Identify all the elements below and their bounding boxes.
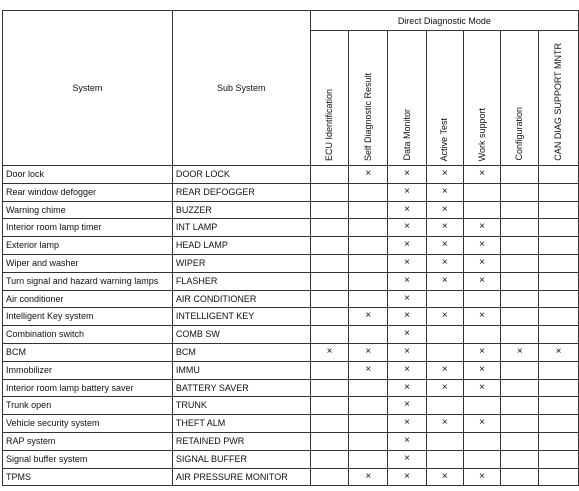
support-mark-cell: × bbox=[426, 183, 463, 201]
empty-mark-cell bbox=[501, 415, 539, 433]
sub-system-cell: HEAD LAMP bbox=[172, 237, 310, 255]
mode-column-header bbox=[501, 31, 539, 166]
support-mark-cell: × bbox=[463, 308, 501, 326]
empty-mark-cell bbox=[501, 201, 539, 219]
empty-mark-cell bbox=[539, 468, 579, 486]
support-mark-cell: × bbox=[426, 468, 463, 486]
support-mark-cell: × bbox=[388, 343, 427, 361]
support-mark-cell: × bbox=[388, 308, 427, 326]
sub-system-column-header: Sub System bbox=[172, 11, 310, 166]
empty-mark-cell bbox=[463, 432, 501, 450]
empty-mark-cell bbox=[539, 415, 579, 433]
table-row bbox=[3, 272, 579, 290]
empty-mark-cell bbox=[501, 326, 539, 344]
support-mark-cell: × bbox=[388, 450, 427, 468]
mode-column-label: Self Diagnostic Result bbox=[362, 72, 373, 161]
support-mark-cell: × bbox=[501, 343, 539, 361]
sub-system-cell: BATTERY SAVER bbox=[172, 379, 310, 397]
system-cell: Trunk open bbox=[3, 397, 173, 415]
table-row bbox=[3, 290, 579, 308]
empty-mark-cell bbox=[539, 308, 579, 326]
empty-mark-cell bbox=[539, 254, 579, 272]
empty-mark-cell bbox=[310, 361, 349, 379]
empty-mark-cell bbox=[349, 397, 388, 415]
support-mark-cell: × bbox=[463, 254, 501, 272]
empty-mark-cell bbox=[463, 450, 501, 468]
system-cell: Intelligent Key system bbox=[3, 308, 173, 326]
system-cell: TPMS bbox=[3, 468, 173, 486]
empty-mark-cell bbox=[539, 379, 579, 397]
sub-system-cell: REAR DEFOGGER bbox=[172, 183, 310, 201]
empty-mark-cell bbox=[426, 343, 463, 361]
empty-mark-cell bbox=[501, 361, 539, 379]
table-row bbox=[3, 201, 579, 219]
mode-column-header bbox=[463, 31, 501, 166]
table-row bbox=[3, 361, 579, 379]
empty-mark-cell bbox=[310, 326, 349, 344]
empty-mark-cell bbox=[349, 379, 388, 397]
mode-column-label: ECU Identification bbox=[324, 88, 335, 161]
empty-mark-cell bbox=[349, 290, 388, 308]
system-column-header: System bbox=[3, 11, 173, 166]
table-row bbox=[3, 308, 579, 326]
empty-mark-cell bbox=[463, 201, 501, 219]
mode-column-header bbox=[426, 31, 463, 166]
empty-mark-cell bbox=[349, 432, 388, 450]
table-row bbox=[3, 326, 579, 344]
empty-mark-cell bbox=[310, 254, 349, 272]
support-mark-cell: × bbox=[426, 379, 463, 397]
system-cell: Turn signal and hazard warning lamps bbox=[3, 272, 173, 290]
empty-mark-cell bbox=[501, 290, 539, 308]
empty-mark-cell bbox=[310, 166, 349, 184]
empty-mark-cell bbox=[501, 397, 539, 415]
empty-mark-cell bbox=[310, 237, 349, 255]
system-cell: Wiper and washer bbox=[3, 254, 173, 272]
system-cell: Immobilizer bbox=[3, 361, 173, 379]
empty-mark-cell bbox=[501, 237, 539, 255]
empty-mark-cell bbox=[539, 183, 579, 201]
table-row bbox=[3, 219, 579, 237]
empty-mark-cell bbox=[463, 183, 501, 201]
table-row bbox=[3, 183, 579, 201]
table-row bbox=[3, 450, 579, 468]
table-row bbox=[3, 166, 579, 184]
system-cell: Exterior lamp bbox=[3, 237, 173, 255]
support-mark-cell: × bbox=[388, 237, 427, 255]
mode-column-header bbox=[388, 31, 427, 166]
support-mark-cell: × bbox=[349, 343, 388, 361]
empty-mark-cell bbox=[539, 201, 579, 219]
support-mark-cell: × bbox=[388, 254, 427, 272]
empty-mark-cell bbox=[501, 272, 539, 290]
support-mark-cell: × bbox=[463, 468, 501, 486]
empty-mark-cell bbox=[349, 219, 388, 237]
support-mark-cell: × bbox=[426, 166, 463, 184]
system-cell: Signal buffer system bbox=[3, 450, 173, 468]
support-mark-cell: × bbox=[388, 326, 427, 344]
empty-mark-cell bbox=[310, 450, 349, 468]
empty-mark-cell bbox=[501, 166, 539, 184]
empty-mark-cell bbox=[310, 290, 349, 308]
sub-system-cell: TRUNK bbox=[172, 397, 310, 415]
support-mark-cell: × bbox=[349, 361, 388, 379]
system-cell: Combination switch bbox=[3, 326, 173, 344]
support-mark-cell: × bbox=[426, 254, 463, 272]
empty-mark-cell bbox=[426, 432, 463, 450]
sub-system-cell: INT LAMP bbox=[172, 219, 310, 237]
empty-mark-cell bbox=[349, 237, 388, 255]
empty-mark-cell bbox=[539, 290, 579, 308]
mode-column-header bbox=[310, 31, 349, 166]
table-row bbox=[3, 379, 579, 397]
system-cell: Air conditioner bbox=[3, 290, 173, 308]
support-mark-cell: × bbox=[388, 361, 427, 379]
empty-mark-cell bbox=[501, 183, 539, 201]
support-mark-cell: × bbox=[426, 219, 463, 237]
support-mark-cell: × bbox=[539, 343, 579, 361]
sub-system-cell: AIR CONDITIONER bbox=[172, 290, 310, 308]
support-mark-cell: × bbox=[463, 237, 501, 255]
sub-system-cell: COMB SW bbox=[172, 326, 310, 344]
support-mark-cell: × bbox=[388, 183, 427, 201]
empty-mark-cell bbox=[501, 308, 539, 326]
support-mark-cell: × bbox=[426, 415, 463, 433]
empty-mark-cell bbox=[349, 326, 388, 344]
support-mark-cell: × bbox=[388, 290, 427, 308]
support-mark-cell: × bbox=[426, 361, 463, 379]
sub-system-cell: INTELLIGENT KEY bbox=[172, 308, 310, 326]
support-mark-cell: × bbox=[463, 379, 501, 397]
empty-mark-cell bbox=[349, 201, 388, 219]
empty-mark-cell bbox=[310, 379, 349, 397]
support-mark-cell: × bbox=[426, 272, 463, 290]
table-row bbox=[3, 397, 579, 415]
system-cell: Door lock bbox=[3, 166, 173, 184]
table-row bbox=[3, 237, 579, 255]
mode-column-header bbox=[539, 31, 579, 166]
system-cell: Interior room lamp timer bbox=[3, 219, 173, 237]
sub-system-cell: FLASHER bbox=[172, 272, 310, 290]
diagnostic-mode-table bbox=[2, 10, 579, 486]
system-cell: BCM bbox=[3, 343, 173, 361]
table-body bbox=[3, 166, 579, 486]
empty-mark-cell bbox=[539, 166, 579, 184]
empty-mark-cell bbox=[310, 183, 349, 201]
sub-system-cell: DOOR LOCK bbox=[172, 166, 310, 184]
empty-mark-cell bbox=[539, 361, 579, 379]
support-mark-cell: × bbox=[463, 166, 501, 184]
empty-mark-cell bbox=[426, 450, 463, 468]
support-mark-cell: × bbox=[310, 343, 349, 361]
empty-mark-cell bbox=[310, 432, 349, 450]
empty-mark-cell bbox=[539, 272, 579, 290]
sub-system-cell: IMMU bbox=[172, 361, 310, 379]
sub-system-cell: BCM bbox=[172, 343, 310, 361]
support-mark-cell: × bbox=[388, 468, 427, 486]
table-row bbox=[3, 432, 579, 450]
empty-mark-cell bbox=[310, 397, 349, 415]
empty-mark-cell bbox=[310, 415, 349, 433]
empty-mark-cell bbox=[463, 397, 501, 415]
empty-mark-cell bbox=[539, 397, 579, 415]
support-mark-cell: × bbox=[426, 237, 463, 255]
empty-mark-cell bbox=[349, 254, 388, 272]
support-mark-cell: × bbox=[388, 272, 427, 290]
support-mark-cell: × bbox=[426, 308, 463, 326]
empty-mark-cell bbox=[349, 415, 388, 433]
empty-mark-cell bbox=[426, 397, 463, 415]
empty-mark-cell bbox=[426, 326, 463, 344]
empty-mark-cell bbox=[349, 450, 388, 468]
support-mark-cell: × bbox=[426, 201, 463, 219]
support-mark-cell: × bbox=[463, 219, 501, 237]
system-cell: RAP system bbox=[3, 432, 173, 450]
system-cell: Warning chime bbox=[3, 201, 173, 219]
empty-mark-cell bbox=[501, 254, 539, 272]
table-row bbox=[3, 415, 579, 433]
support-mark-cell: × bbox=[463, 343, 501, 361]
support-mark-cell: × bbox=[349, 468, 388, 486]
empty-mark-cell bbox=[426, 290, 463, 308]
empty-mark-cell bbox=[349, 272, 388, 290]
direct-diagnostic-mode-header: Direct Diagnostic Mode bbox=[310, 11, 578, 31]
sub-system-cell: THEFT ALM bbox=[172, 415, 310, 433]
table-row bbox=[3, 468, 579, 486]
empty-mark-cell bbox=[501, 468, 539, 486]
support-mark-cell: × bbox=[388, 432, 427, 450]
support-mark-cell: × bbox=[388, 166, 427, 184]
mode-column-label: Active Test bbox=[439, 117, 450, 161]
empty-mark-cell bbox=[539, 237, 579, 255]
sub-system-cell: WIPER bbox=[172, 254, 310, 272]
mode-column-label: Work support bbox=[476, 107, 487, 161]
mode-column-header bbox=[349, 31, 388, 166]
mode-column-label: CAN DIAG SUPPORT MNTR bbox=[553, 43, 564, 161]
empty-mark-cell bbox=[310, 272, 349, 290]
table-row bbox=[3, 254, 579, 272]
empty-mark-cell bbox=[310, 201, 349, 219]
mode-column-label: Data Monitor bbox=[401, 109, 412, 161]
diagnostic-table-container bbox=[2, 10, 579, 486]
empty-mark-cell bbox=[539, 326, 579, 344]
support-mark-cell: × bbox=[349, 166, 388, 184]
support-mark-cell: × bbox=[388, 379, 427, 397]
support-mark-cell: × bbox=[463, 415, 501, 433]
system-cell: Vehicle security system bbox=[3, 415, 173, 433]
empty-mark-cell bbox=[463, 290, 501, 308]
empty-mark-cell bbox=[349, 183, 388, 201]
empty-mark-cell bbox=[501, 219, 539, 237]
support-mark-cell: × bbox=[388, 201, 427, 219]
support-mark-cell: × bbox=[388, 219, 427, 237]
support-mark-cell: × bbox=[463, 361, 501, 379]
sub-system-cell: AIR PRESSURE MONITOR bbox=[172, 468, 310, 486]
support-mark-cell: × bbox=[463, 272, 501, 290]
table-row bbox=[3, 343, 579, 361]
empty-mark-cell bbox=[501, 432, 539, 450]
sub-system-cell: SIGNAL BUFFER bbox=[172, 450, 310, 468]
empty-mark-cell bbox=[310, 468, 349, 486]
sub-system-cell: RETAINED PWR bbox=[172, 432, 310, 450]
support-mark-cell: × bbox=[349, 308, 388, 326]
system-cell: Rear window defogger bbox=[3, 183, 173, 201]
empty-mark-cell bbox=[539, 432, 579, 450]
empty-mark-cell bbox=[501, 379, 539, 397]
empty-mark-cell bbox=[501, 450, 539, 468]
mode-column-label: Configuration bbox=[514, 107, 525, 161]
empty-mark-cell bbox=[310, 219, 349, 237]
support-mark-cell: × bbox=[388, 397, 427, 415]
support-mark-cell: × bbox=[388, 415, 427, 433]
empty-mark-cell bbox=[310, 308, 349, 326]
empty-mark-cell bbox=[539, 219, 579, 237]
sub-system-cell: BUZZER bbox=[172, 201, 310, 219]
empty-mark-cell bbox=[463, 326, 501, 344]
system-cell: Interior room lamp battery saver bbox=[3, 379, 173, 397]
empty-mark-cell bbox=[539, 450, 579, 468]
